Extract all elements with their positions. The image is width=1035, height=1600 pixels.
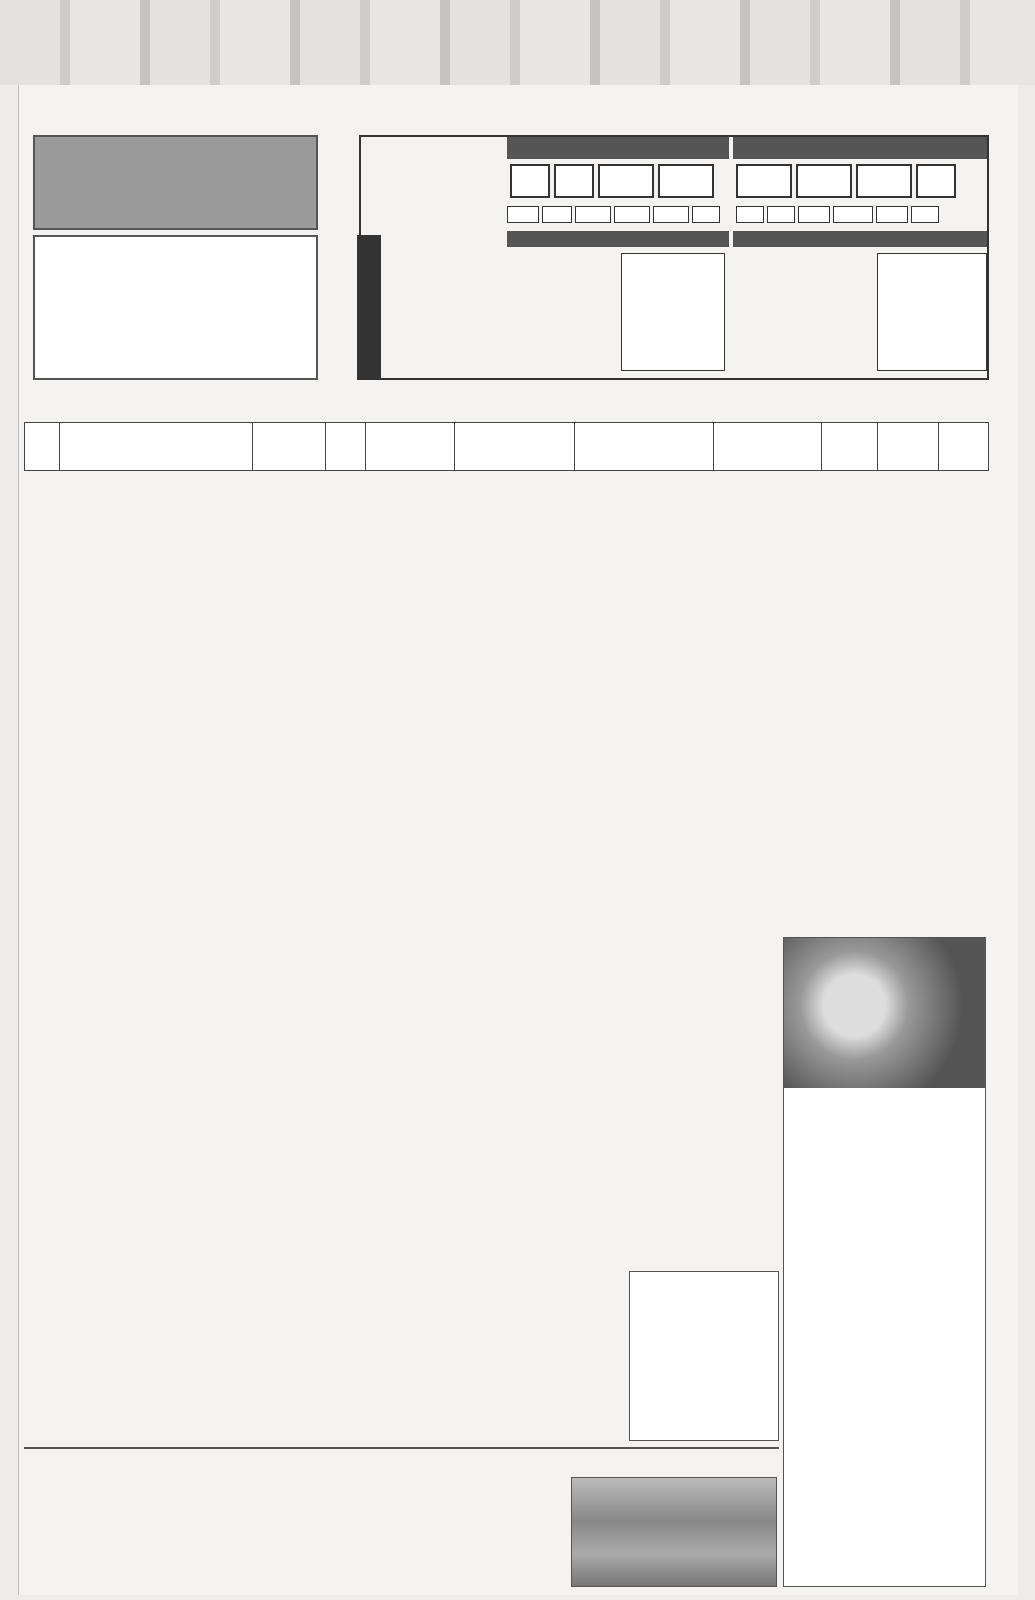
union-logo (33, 135, 318, 230)
race-photo (571, 1477, 777, 1587)
article-column (164, 1475, 294, 1587)
arrival-number (510, 164, 550, 198)
col-header (60, 423, 253, 471)
arrival-number (796, 164, 852, 198)
finish-number (614, 206, 650, 223)
sunday-header (733, 137, 987, 159)
col-header (253, 423, 326, 471)
sunday-arrival (733, 159, 987, 203)
sunday-info (877, 253, 987, 371)
finish-number (798, 206, 830, 223)
col-header (938, 423, 988, 471)
table-header-row (25, 423, 989, 471)
finish-number (911, 206, 939, 223)
finish-number (767, 206, 795, 223)
saturday-info (621, 253, 725, 371)
finish-number (542, 206, 572, 223)
newspaper-page (18, 85, 1018, 1595)
finish-number (692, 206, 720, 223)
article-column (26, 1475, 156, 1587)
side-legend (5, 455, 19, 975)
col-header (713, 423, 821, 471)
rapports-pmug-label (357, 235, 381, 380)
finish-number (507, 206, 539, 223)
arrival-number (916, 164, 956, 198)
sunday-bar (733, 231, 987, 247)
europe-box (629, 1271, 779, 1441)
saturday-arrival (507, 159, 729, 203)
finish-number (653, 206, 689, 223)
finish-number (876, 206, 908, 223)
col-header (326, 423, 366, 471)
saturday-header (507, 137, 729, 159)
finish-number (575, 206, 611, 223)
article (24, 1447, 779, 1587)
arrival-number (736, 164, 792, 198)
expert-photo (784, 938, 985, 1088)
col-header (822, 423, 878, 471)
scan-margin (0, 0, 1035, 85)
sunday-others (733, 203, 987, 228)
sunday-results (733, 137, 987, 247)
arrival-number (856, 164, 912, 198)
finish-number (736, 206, 764, 223)
expert-column (783, 937, 986, 1587)
col-header (365, 423, 455, 471)
runners-table (24, 422, 989, 471)
saturday-results (507, 137, 729, 247)
col-header (25, 423, 60, 471)
arrival-number (658, 164, 714, 198)
article-column (440, 1475, 568, 1587)
saturday-others (507, 203, 729, 228)
article-column (302, 1475, 432, 1587)
finish-number (833, 206, 873, 223)
saturday-bar (507, 231, 729, 247)
arrival-number (598, 164, 654, 198)
col-header (455, 423, 575, 471)
publication-date (322, 133, 352, 383)
col-header (575, 423, 714, 471)
col-header (878, 423, 938, 471)
bilto-logo (33, 235, 318, 380)
arrival-number (554, 164, 594, 198)
